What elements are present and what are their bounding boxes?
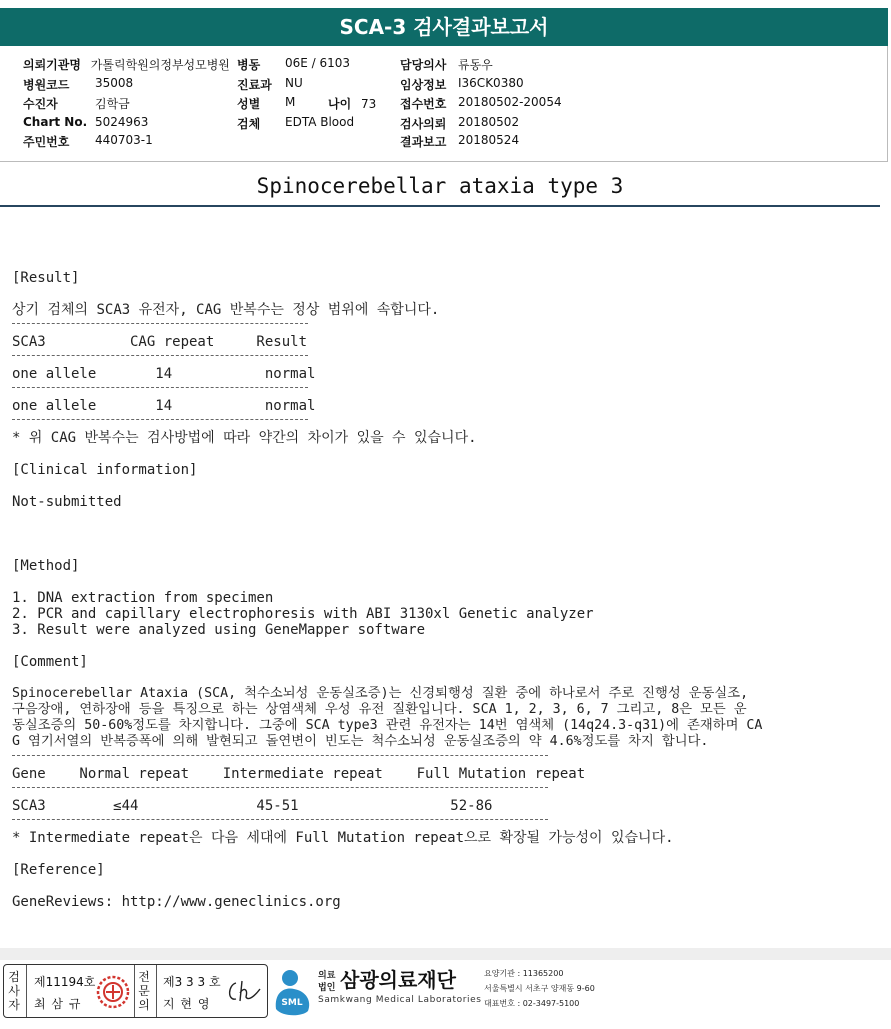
result-table-header: SCA3 CAG repeat Result [12, 334, 308, 350]
institution-label: 의뢰기관명 [23, 58, 81, 72]
result-heading: [Result] [12, 270, 80, 286]
org-phone: 대표번호 : 02-3497-5100 [484, 999, 580, 1008]
hospital-code-value: 35008 [95, 76, 134, 90]
report-title: SCA-3 검사결과보고서 [0, 8, 888, 46]
examiner-label: 검사자 [8, 970, 20, 1012]
sex-value: M [285, 95, 296, 109]
department-label: 진료과 [237, 78, 272, 92]
sex-field [237, 95, 296, 112]
report-date-field [400, 133, 520, 150]
reviewer-name: 지 현 영 [163, 997, 211, 1011]
id-no-label: 주민번호 [23, 135, 70, 149]
clinical-heading: [Clinical information] [12, 462, 198, 478]
org-code: 요양기관 : 11365200 [484, 969, 564, 978]
comment-heading: [Comment] [12, 654, 88, 670]
org-prefix-bottom: 법인 [318, 983, 336, 993]
id-no-field [23, 133, 153, 150]
request-date-field [400, 115, 520, 132]
department-value: NU [285, 76, 303, 90]
recipient-value: 김학금 [95, 97, 130, 111]
ward-field [237, 56, 351, 73]
receipt-no-label: 접수번호 [400, 97, 447, 111]
method-heading: [Method] [12, 558, 80, 574]
recipient-field [23, 95, 130, 112]
reference-heading: [Reference] [12, 862, 105, 878]
signature-divider [26, 965, 27, 1017]
result-table-rule [12, 419, 308, 420]
comment-note: * Intermediate repeat은 다음 세대에 Full Mutation repeat으로 확장될 가능성이 있습니다. [12, 830, 674, 846]
doctor-label: 담당의사 [400, 58, 447, 72]
comment-table-rule [12, 787, 548, 788]
signature-box [3, 964, 268, 1018]
comment-table-row: SCA3 ≤44 45-51 52-86 [12, 798, 493, 814]
result-summary: 상기 검체의 SCA3 유전자, CAG 반복수는 정상 범위에 속합니다. [12, 302, 440, 318]
comment-line: G 염기서열의 반복증폭에 의해 발현되고 돌연변이 빈도는 척수소뇌성 운동실조증의 약 4.6%정도를 차지 합니다. [12, 734, 709, 749]
age-label: 나이 [328, 97, 352, 111]
method-step: 2. PCR and capillary electrophoresis with ABI 3130xl Genetic analyzer [12, 606, 594, 622]
signature-icon [224, 975, 264, 1009]
document-title: Spinocerebellar ataxia type 3 [256, 174, 624, 198]
result-table-rule [12, 355, 308, 356]
hospital-code-field [23, 76, 134, 93]
recipient-label: 수진자 [23, 97, 58, 111]
method-step: 1. DNA extraction from specimen [12, 590, 274, 606]
age-value: 73 [361, 97, 377, 111]
doctor-value: 류동우 [458, 58, 493, 72]
method-step: 3. Result were analyzed using GeneMapper software [12, 622, 426, 638]
reviewer-label: 전문의 [138, 970, 150, 1012]
report-date-value: 20180524 [458, 133, 520, 147]
institution-field [23, 56, 230, 73]
clinical-info-field [400, 76, 524, 93]
patient-info-panel [0, 46, 888, 162]
examiner-license: 제11194호 [34, 975, 96, 989]
result-table-rule [12, 387, 308, 388]
title-divider [0, 205, 880, 207]
receipt-no-field [400, 95, 562, 112]
signature-divider [156, 965, 157, 1017]
id-no-value: 440703-1 [95, 133, 153, 147]
reference-text: GeneReviews: http://www.geneclinics.org [12, 894, 341, 910]
specimen-field [237, 115, 355, 132]
org-name-en: Samkwang Medical Laboratories [318, 995, 482, 1005]
department-field [237, 76, 303, 93]
specimen-value: EDTA Blood [285, 115, 355, 129]
institution-value: 가톨릭학원의정부성모병원 [90, 58, 230, 72]
chart-no-value: 5024963 [95, 115, 149, 129]
hospital-code-label: 병원코드 [23, 78, 70, 92]
specimen-label: 검체 [237, 117, 261, 131]
reviewer-license: 제3 3 3 호 [163, 975, 221, 989]
ward-label: 병동 [237, 58, 261, 72]
ward-value: 06E / 6103 [285, 56, 351, 70]
comment-line: 동실조증의 50-60%정도를 차지합니다. 그중에 SCA type3 관련 유전자는 14번 염색체 (14q24.3-q31)에 존재하며 CA [12, 718, 763, 733]
org-name: 삼광의료재단 [340, 968, 456, 992]
age-field [328, 95, 376, 112]
clinical-info-label: 임상정보 [400, 78, 447, 92]
sml-logo-icon [272, 965, 314, 1017]
signature-divider [134, 965, 135, 1017]
clinical-info-value: I36CK0380 [458, 76, 524, 90]
result-table-row: one allele 14 normal [12, 366, 316, 382]
logo-badge: SML [281, 998, 303, 1008]
org-address: 서울특별시 서초구 양재동 9-60 [484, 984, 595, 993]
report-date-label: 결과보고 [400, 135, 447, 149]
footer-divider [0, 948, 891, 960]
request-date-label: 검사의뢰 [400, 117, 447, 131]
org-prefix-top: 의료 [318, 971, 336, 981]
chart-no-field [23, 115, 149, 129]
clinical-text: Not-submitted [12, 494, 122, 510]
result-table-row: one allele 14 normal [12, 398, 316, 414]
doctor-field [400, 56, 493, 73]
chart-no-label: Chart No. [23, 115, 88, 129]
seal-icon [96, 975, 130, 1009]
comment-line: Spinocerebellar Ataxia (SCA, 척수소뇌성 운동실조증)는 신경퇴행성 질환 중에 하나로서 주로 진행성 운동실조, [12, 686, 749, 701]
comment-table-rule [12, 755, 548, 756]
receipt-no-value: 20180502-20054 [458, 95, 562, 109]
result-table-rule [12, 323, 308, 324]
comment-table-rule [12, 819, 548, 820]
comment-line: 구음장애, 연하장애 등을 특징으로 하는 상염색체 우성 유전 질환입니다. SCA 1, 2, 3, 6, 7 그리고, 8은 모든 운 [12, 702, 747, 717]
sex-label: 성별 [237, 97, 261, 111]
examiner-name: 최 삼 규 [34, 997, 82, 1011]
request-date-value: 20180502 [458, 115, 520, 129]
result-note: * 위 CAG 반복수는 검사방법에 따라 약간의 차이가 있을 수 있습니다. [12, 430, 477, 446]
comment-table-header: Gene Normal repeat Intermediate repeat Full Mutation repeat [12, 766, 586, 782]
